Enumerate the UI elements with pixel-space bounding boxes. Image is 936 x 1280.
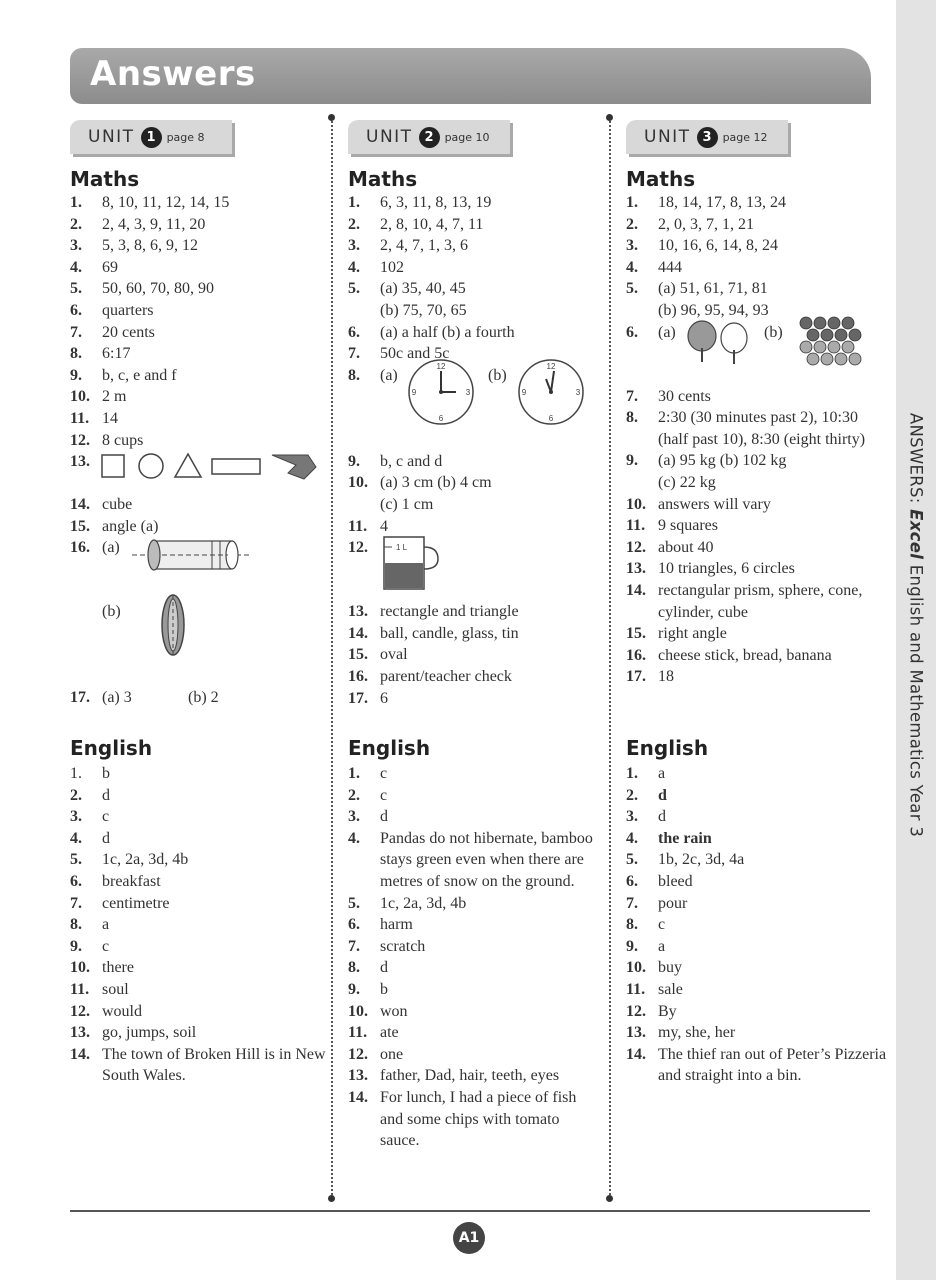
list-item: 10. there <box>70 959 134 977</box>
list-item: 17. 6 <box>348 689 388 707</box>
rectangle-shape <box>212 459 260 474</box>
list-item: 2. d <box>70 786 110 804</box>
list-item: 6. bleed <box>626 872 693 890</box>
unit-page-ref: page 10 <box>444 130 490 144</box>
list-item: (b) 96, 95, 94, 93 <box>658 301 769 319</box>
list-item: 14. cube <box>70 496 133 514</box>
list-item: 15. angle (a) <box>70 517 159 535</box>
list-item: 11. 14 <box>70 409 118 427</box>
maths-heading: Maths <box>348 167 418 191</box>
list-item: 1. 18, 14, 17, 8, 13, 24 <box>626 194 786 211</box>
list-item: 2. d <box>626 786 667 804</box>
unit-page-ref: page 12 <box>722 130 768 144</box>
list-item: 12. about 40 <box>626 538 714 556</box>
answers-banner <box>70 48 871 104</box>
shapes-figure <box>100 449 318 483</box>
english-answers <box>348 763 610 1152</box>
list-item: 5. 1c, 2a, 3d, 4b <box>70 851 189 869</box>
list-item: 16. (a) <box>70 537 332 601</box>
list-item: (c) 1 cm <box>380 495 434 513</box>
list-item: 17. 18 <box>626 668 674 686</box>
maths-answers <box>626 192 888 688</box>
list-item: 15. oval <box>348 646 408 664</box>
list-item: 11. 4 <box>348 517 388 535</box>
list-item: 13. <box>70 451 332 494</box>
list-item: 3. c <box>70 808 110 826</box>
list-item: 8. a <box>70 916 110 934</box>
list-item: 4. d <box>70 829 110 847</box>
list-item: 16. parent/teacher check <box>348 667 512 685</box>
list-item: 4. 444 <box>626 258 682 276</box>
list-item: 3. d <box>348 808 388 826</box>
triangle-shape <box>175 454 201 477</box>
list-item: 10. 2 m <box>70 388 127 406</box>
list-item: 1. 8, 10, 11, 12, 14, 15 <box>70 194 230 211</box>
list-item: 1. c <box>348 765 388 782</box>
circle-shape <box>139 454 163 478</box>
list-item: 14. The thief ran out of Peter’s Pizzeria and straight into a bin. <box>626 1045 887 1085</box>
list-item: 3. 5, 3, 8, 6, 9, 12 <box>70 237 198 255</box>
english-answers <box>70 763 332 1087</box>
english-answers <box>626 763 888 1087</box>
svg-text:6: 6 <box>548 413 554 423</box>
trees-figure <box>684 318 752 366</box>
list-item: 4. Pandas do not hibernate, bamboo stays green even when there are metres of snow on the ground. <box>348 829 593 890</box>
list-item: 13. rectangle and triangle <box>348 603 519 621</box>
list-item: 7. centimetre <box>70 894 170 912</box>
list-item: 14. The town of Broken Hill is in New South Wales. <box>70 1045 326 1085</box>
list-item: 1. 6, 3, 11, 8, 13, 19 <box>348 194 492 211</box>
unit-1-tab <box>70 120 232 154</box>
unit-3-tab <box>626 120 788 154</box>
svg-text:3: 3 <box>465 387 471 397</box>
list-item: 11. soul <box>70 980 129 998</box>
list-item: 8. 2:30 (30 minutes past 2), 10:30 (half past 10), 8:30 (eight thirty) <box>626 409 866 448</box>
list-item: 9. c <box>70 937 110 955</box>
list-item: (b) 75, 70, 65 <box>380 301 467 319</box>
list-item: 5. (a) 51, 61, 71, 81 <box>626 280 768 298</box>
unit-1-column <box>70 120 332 1085</box>
list-item: 2. 2, 0, 3, 7, 1, 21 <box>626 215 754 233</box>
square-shape <box>102 455 124 477</box>
unit-number-badge: 1 <box>141 127 162 148</box>
list-item: 12. By <box>626 1002 677 1020</box>
clock-b-figure <box>516 357 586 427</box>
list-item: 13. go, jumps, soil <box>70 1024 197 1042</box>
list-item: (c) 22 kg <box>658 473 716 491</box>
list-item: 8. d <box>348 959 388 977</box>
list-item: 17. (a) 3 (b) 2 <box>70 689 219 707</box>
list-item: 10. buy <box>626 959 682 977</box>
svg-text:9: 9 <box>411 387 417 397</box>
unit-word: UNIT <box>88 127 135 147</box>
list-item: 10. won <box>348 1002 408 1020</box>
list-item: 13. 10 triangles, 6 circles <box>626 560 795 578</box>
unit-number-badge: 2 <box>419 127 440 148</box>
list-item: 6. (a) (b) <box>626 322 888 386</box>
coins-figure <box>796 316 870 368</box>
list-item: 10. (a) 3 cm (b) 4 cm <box>348 474 492 492</box>
list-item: 2. 2, 8, 10, 4, 7, 11 <box>348 215 484 233</box>
clock-a-figure <box>406 357 476 427</box>
list-item: 7. 30 cents <box>626 387 711 405</box>
list-item: 4. 102 <box>348 258 404 276</box>
unit-2-tab <box>348 120 510 154</box>
list-item: 7. 50c and 5c <box>348 345 450 363</box>
list-item: 6. (a) a half (b) a fourth <box>348 323 515 341</box>
cylinder-figure <box>132 533 252 577</box>
svg-text:6: 6 <box>438 413 444 423</box>
list-item: 5. 50, 60, 70, 80, 90 <box>70 280 214 298</box>
list-item: 12. would <box>70 1002 142 1020</box>
list-item: 8. c <box>626 916 666 934</box>
list-item: 8. 6:17 <box>70 345 131 363</box>
list-item: 8. (a) 12 3 6 9 (b) 12 3 6 9 <box>348 365 610 451</box>
unit-word: UNIT <box>644 127 691 147</box>
measuring-jug-figure <box>380 533 440 593</box>
list-item: 9. b <box>348 980 388 998</box>
disc-figure <box>158 593 188 657</box>
list-item: 1. b <box>70 765 110 782</box>
english-heading: English <box>348 736 431 760</box>
list-item: 2. c <box>348 786 388 804</box>
list-item: 9. b, c, e and f <box>70 366 177 384</box>
unit-2-column <box>348 120 610 1150</box>
list-item: 4. the rain <box>626 829 712 847</box>
page-number-badge: A1 <box>453 1222 485 1254</box>
list-item: 5. 1c, 2a, 3d, 4b <box>348 894 467 912</box>
unit-3-column <box>626 120 888 1085</box>
list-item: 7. pour <box>626 894 688 912</box>
list-item: 1. a <box>626 765 666 782</box>
unit-number-badge: 3 <box>697 127 718 148</box>
list-item: 5. (a) 35, 40, 45 <box>348 280 466 298</box>
side-label: ANSWERS: Excel English and Mathematics Year 3 <box>906 412 926 838</box>
list-item: (b) <box>70 601 332 687</box>
page-title: Answers <box>90 54 256 94</box>
list-item: 7. 20 cents <box>70 323 155 341</box>
list-item: 13. my, she, her <box>626 1024 736 1042</box>
list-item: 7. scratch <box>348 937 426 955</box>
list-item: 6. harm <box>348 916 413 934</box>
list-item: 4. 69 <box>70 258 118 276</box>
list-item: 9. (a) 95 kg (b) 102 kg <box>626 452 787 470</box>
svg-text:1 L: 1 L <box>396 543 408 553</box>
list-item: 11. sale <box>626 980 683 998</box>
list-item: 10. answers will vary <box>626 495 771 513</box>
maths-answers <box>70 192 332 709</box>
english-heading: English <box>626 736 709 760</box>
footer-rule <box>70 1210 870 1212</box>
english-heading: English <box>70 736 153 760</box>
list-item: 14. ball, candle, glass, tin <box>348 624 519 642</box>
arrow-shape <box>272 455 316 479</box>
list-item: 12. 8 cups <box>70 431 144 449</box>
list-item: 6. quarters <box>70 301 154 319</box>
list-item: 3. d <box>626 808 666 826</box>
list-item: 16. cheese stick, bread, banana <box>626 646 832 664</box>
list-item: 12. one <box>348 1045 404 1063</box>
list-item: 13. father, Dad, hair, teeth, eyes <box>348 1067 560 1085</box>
list-item: 2. 2, 4, 3, 9, 11, 20 <box>70 215 206 233</box>
list-item: 14. rectangular prism, sphere, cone, cylinder, cube <box>626 581 863 621</box>
maths-heading: Maths <box>70 167 140 191</box>
unit-page-ref: page 8 <box>166 130 205 144</box>
svg-text:12: 12 <box>546 361 556 371</box>
svg-text:12: 12 <box>436 361 446 371</box>
list-item: 11. ate <box>348 1024 399 1042</box>
list-item: 3. 10, 16, 6, 14, 8, 24 <box>626 237 778 255</box>
list-item: 11. 9 squares <box>626 517 718 535</box>
list-item: 15. right angle <box>626 625 727 643</box>
list-item: 6. breakfast <box>70 872 161 890</box>
svg-text:9: 9 <box>521 387 527 397</box>
maths-answers <box>348 192 610 709</box>
list-item: 9. a <box>626 937 666 955</box>
list-item: 9. b, c and d <box>348 452 443 470</box>
maths-heading: Maths <box>626 167 696 191</box>
list-item: 14. For lunch, I had a piece of fish and some chips with tomato sauce. <box>348 1088 577 1150</box>
list-item: 3. 2, 4, 7, 1, 3, 6 <box>348 237 468 255</box>
list-item: 12. 1 L <box>348 537 610 601</box>
unit-word: UNIT <box>366 127 413 147</box>
list-item: 5. 1b, 2c, 3d, 4a <box>626 851 745 869</box>
svg-text:3: 3 <box>575 387 581 397</box>
